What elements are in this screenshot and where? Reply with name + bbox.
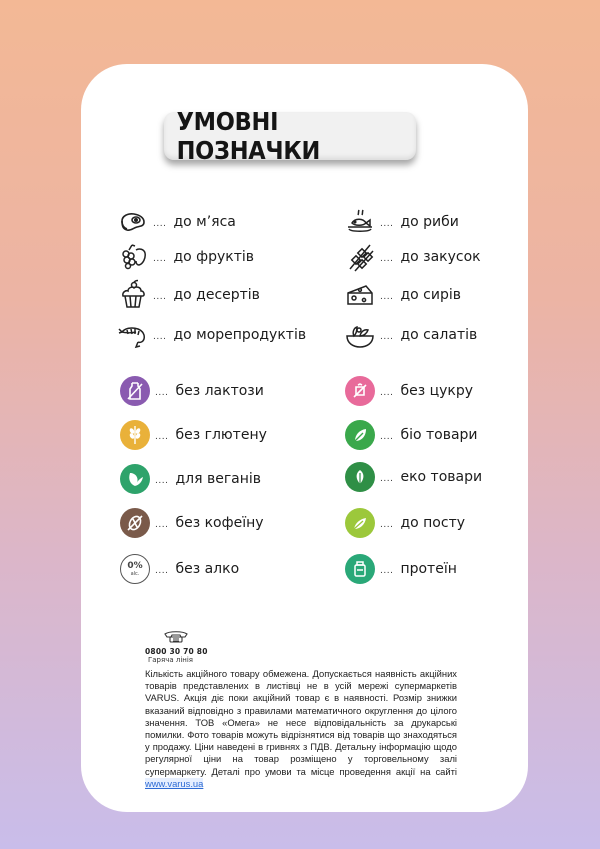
bio-icon [344, 419, 376, 451]
meat-icon [117, 206, 149, 238]
legend-item-sugar-free [344, 375, 473, 407]
legend-item-alcohol-free [119, 553, 239, 585]
dots: .... [380, 219, 394, 229]
dots: .... [380, 566, 394, 576]
eco-icon [344, 461, 376, 493]
legend-item-fish [344, 206, 459, 238]
legend-label: до посту [400, 515, 466, 531]
dots: .... [155, 520, 169, 530]
legend-label: до м’яса [173, 214, 236, 230]
alcohol-unit: alc. [130, 570, 140, 577]
legend-label: до десертів [173, 287, 260, 303]
disclaimer-text: Кількість акційного товару обмежена. Допускається наявність акційних товарів представлених в листівці не в усій мережі супермаркетів VARUS. Акція діє поки акційний товар є в наявності. Розмір знижки вказаний відповідно з правилами математичного округлення до цілого значення. ТОВ «Омега» не несе відповідальність за друкарські помилки. Фото товарів можуть відрізнятися від товарів що знаходяться у продажу. Ціни наведені в гривнях з ПДВ. Детальну інформацію щодо регулярної ціни на товар розміщено у торговельному залі супермаркету. Деталі про умови та місце проведення акції на сайті [145, 668, 457, 777]
legend-item-vegan [119, 463, 261, 495]
dots: .... [155, 476, 169, 486]
hotline-caption: Гаряча лінія [148, 656, 194, 664]
legend-label: до фруктів [173, 249, 255, 265]
shrimp-icon [117, 319, 149, 351]
disclaimer [145, 668, 457, 790]
dots: .... [155, 432, 169, 442]
alcohol-free-icon [119, 553, 151, 585]
skewers-icon [344, 241, 376, 273]
legend-label: до салатів [400, 327, 478, 343]
caffeine-free-icon [119, 507, 151, 539]
legend-item-protein [344, 553, 457, 585]
website-link[interactable]: www.varus.ua [145, 777, 204, 789]
fasting-icon [344, 507, 376, 539]
legend-item-cheese [344, 279, 461, 311]
salad-icon [344, 319, 376, 351]
legend-item-eco [344, 461, 482, 493]
dots: .... [380, 254, 394, 264]
legend-label: до риби [400, 214, 459, 230]
dots: .... [155, 566, 169, 576]
dots: .... [155, 388, 169, 398]
phone-icon [145, 628, 215, 647]
dots: .... [153, 219, 167, 229]
title-plate [164, 107, 416, 165]
legend-item-lactose-free [119, 375, 264, 407]
legend-label: без цукру [400, 383, 474, 399]
dots: .... [153, 254, 167, 264]
fruits-icon [117, 241, 149, 273]
legend-label: без алко [175, 561, 240, 577]
dots: .... [380, 388, 394, 398]
legend-item-salads [344, 319, 477, 351]
page-title: УМОВНІ ПОЗНАЧКИ [176, 107, 321, 165]
legend-label: біо товари [400, 427, 478, 443]
dots: .... [153, 332, 167, 342]
dots: .... [380, 332, 394, 342]
legend-label: до морепродуктів [173, 327, 307, 343]
legend-item-gluten-free [119, 419, 267, 451]
legend-item-snacks [344, 241, 481, 273]
dots: .... [153, 292, 167, 302]
hotline-number: 0800 30 70 80 [145, 647, 208, 656]
legend-label: до сирів [400, 287, 461, 303]
legend-item-caffeine-free [119, 507, 264, 539]
dots: .... [380, 520, 394, 530]
alcohol-percent: 0% [127, 560, 143, 571]
cupcake-icon [117, 279, 149, 311]
legend-item-fruits [117, 241, 254, 273]
dots: .... [380, 474, 394, 484]
gluten-free-icon [119, 419, 151, 451]
legend-label: для веганів [175, 471, 262, 487]
lactose-free-icon [119, 375, 151, 407]
legend-item-meat [117, 206, 236, 238]
legend-item-bio [344, 419, 478, 451]
legend-label: до закусок [400, 249, 481, 265]
legend-item-desserts [117, 279, 260, 311]
hotline [145, 628, 215, 664]
protein-icon [344, 553, 376, 585]
dots: .... [380, 432, 394, 442]
vegan-icon [119, 463, 151, 495]
legend-item-seafood [117, 319, 306, 351]
fish-icon [344, 206, 376, 238]
legend-label: без глютену [175, 427, 267, 443]
legend-label: без лактози [175, 383, 264, 399]
legend-label: протеїн [400, 561, 457, 577]
legend-label: без кофеїну [175, 515, 264, 531]
legend-label: еко товари [400, 469, 483, 485]
legend-item-fasting [344, 507, 465, 539]
cheese-icon [344, 279, 376, 311]
sugar-free-icon [344, 375, 376, 407]
dots: .... [380, 292, 394, 302]
